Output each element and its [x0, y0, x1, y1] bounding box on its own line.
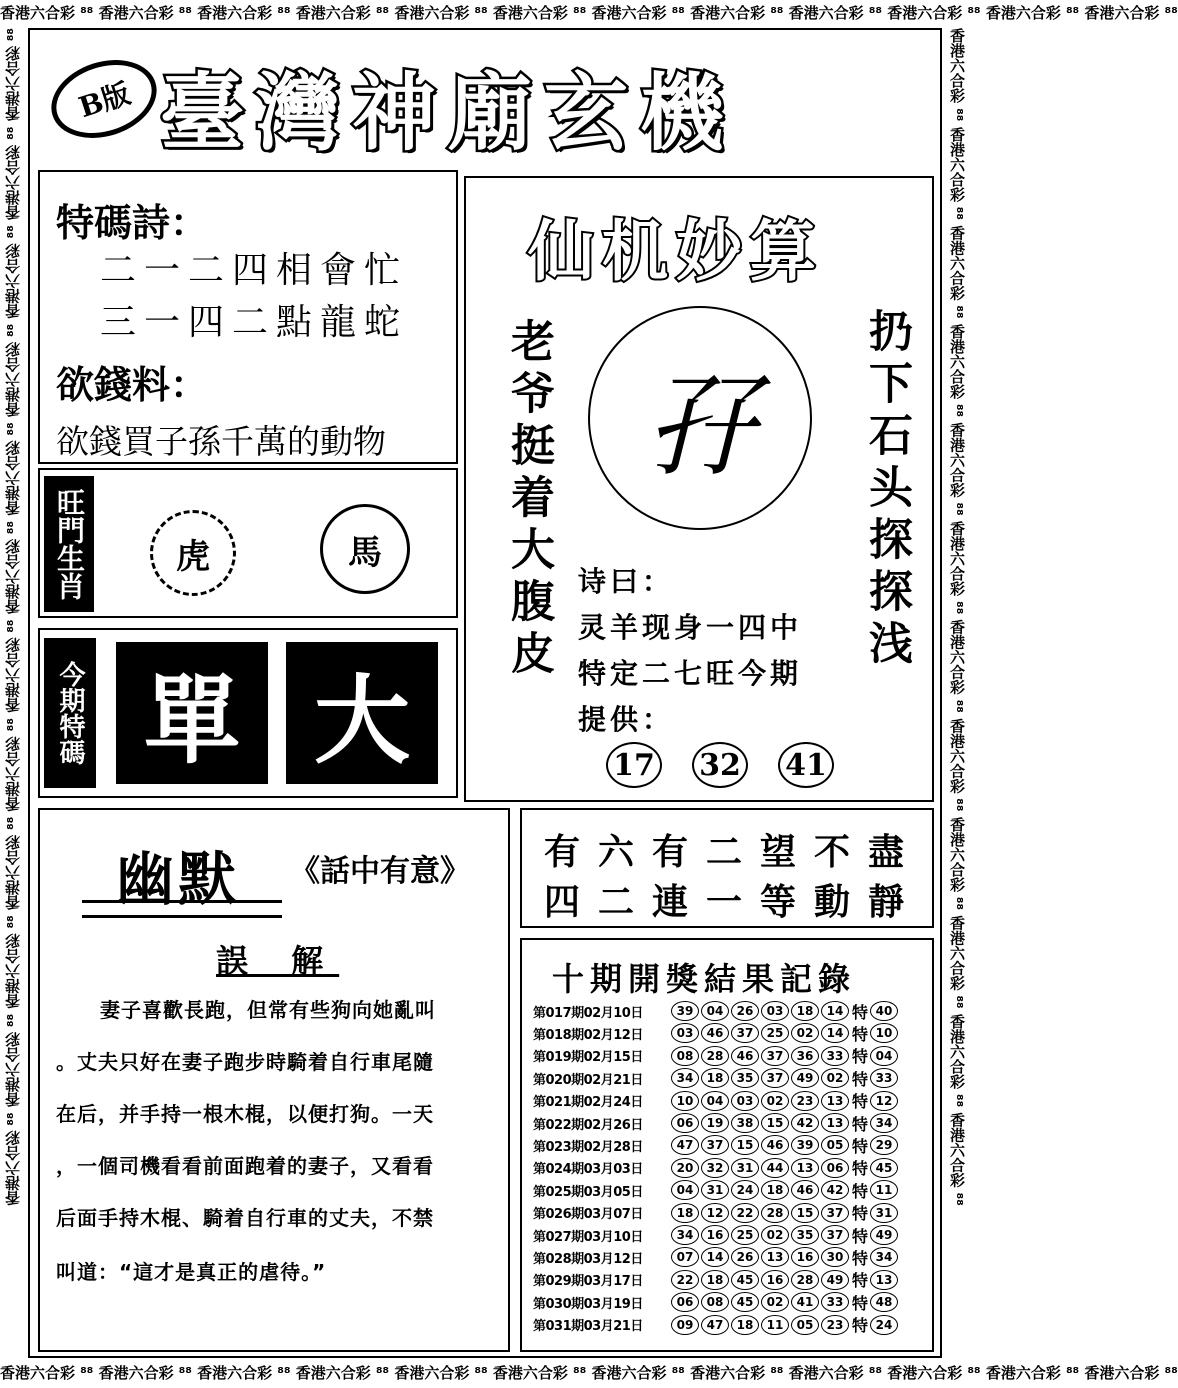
record-number: 42: [791, 1113, 819, 1133]
record-number: 05: [791, 1315, 819, 1335]
record-number: 28: [701, 1046, 729, 1066]
record-number: 15: [791, 1203, 819, 1223]
record-row: [533, 1202, 900, 1224]
record-number: 04: [701, 1001, 729, 1021]
record-special-number: 49: [870, 1225, 898, 1245]
record-row: [533, 1269, 900, 1291]
record-period: 第031期03月21日: [533, 1319, 643, 1335]
border-bottom: [0, 1360, 1178, 1388]
record-number: 02: [821, 1068, 849, 1088]
record-number: 13: [821, 1091, 849, 1111]
title-banner: [40, 42, 930, 160]
record-special-number: 24: [870, 1315, 898, 1335]
special-value-2: 大: [286, 642, 438, 784]
record-number: 25: [731, 1225, 759, 1245]
record-number: 10: [671, 1091, 699, 1111]
record-period: 第021期02月24日: [533, 1095, 643, 1111]
xianji-poem-line-1: 灵羊现身一四中: [578, 611, 803, 644]
record-period: 第018期02月12日: [533, 1027, 643, 1043]
humor-title: 幽默: [116, 845, 241, 913]
record-number: 13: [821, 1113, 849, 1133]
record-number: 18: [701, 1068, 729, 1088]
record-period: 第029期03月17日: [533, 1274, 643, 1290]
record-number: 38: [731, 1113, 759, 1133]
article-line: 后面手持木棍、騎着自行車的丈夫，不禁: [56, 1206, 434, 1230]
record-number: 39: [671, 1001, 699, 1021]
record-number: 37: [731, 1023, 759, 1043]
border-right: [944, 28, 972, 1360]
record-number: 04: [671, 1180, 699, 1200]
article-line: 妻子喜歡長跑，但常有些狗向她亂叫: [100, 998, 436, 1022]
horse-icon: [320, 504, 410, 594]
record-special-label: 特: [852, 1047, 869, 1067]
article-line: 在后，并手持一根木棍，以便打狗。一天: [56, 1102, 434, 1126]
record-special-number: 34: [870, 1247, 898, 1267]
record-number: 46: [791, 1180, 819, 1200]
page-title: 臺灣神廟玄機: [160, 63, 737, 162]
record-number: 33: [821, 1292, 849, 1312]
special-value-1: 單: [116, 642, 268, 784]
border-top: [0, 0, 1178, 28]
xianji-poem-line-2: 特定二七旺今期: [578, 657, 803, 690]
record-number: 03: [731, 1091, 759, 1111]
record-number: 49: [821, 1270, 849, 1290]
proverb-box: [520, 808, 934, 928]
record-period: 第017期02月10日: [533, 1005, 643, 1021]
record-special-number: 48: [870, 1292, 898, 1312]
record-number: 06: [671, 1113, 699, 1133]
record-number: 06: [821, 1158, 849, 1178]
record-special-label: 特: [852, 1316, 869, 1336]
xianji-box: [464, 176, 934, 802]
record-number: 18: [791, 1001, 819, 1021]
record-special-label: 特: [852, 1002, 869, 1022]
record-number: 34: [671, 1225, 699, 1245]
border-text: 香港六合彩 ⁸⁸ 香港六合彩 ⁸⁸ 香港六合彩 ⁸⁸ 香港六合彩 ⁸⁸ 香港六合彩 ⁸⁸ 香港六合彩 ⁸⁸ 香港六合彩 ⁸⁸ 香港六合彩 ⁸⁸ 香港六合彩 ⁸⁸ 香港六合彩 ⁸⁸ 香港六合彩 ⁸⁸ 香港六合彩 ⁸⁸: [0, 4, 1178, 22]
record-row: [533, 1246, 900, 1268]
record-number: 13: [761, 1247, 789, 1267]
humor-subtitle: 《話中有意》: [290, 854, 470, 889]
record-row: [533, 1000, 900, 1022]
record-number: 47: [701, 1315, 729, 1335]
record-special-number: 04: [870, 1046, 898, 1066]
zodiac-animal-2: 馬: [348, 532, 382, 573]
poem-heading: 特碼詩：: [56, 200, 209, 245]
poem-line-2: 三一四二點龍蛇: [100, 302, 409, 343]
record-number: 45: [731, 1292, 759, 1312]
special-code-box: [38, 628, 458, 798]
proverb-line-1: 有六有二望不盡: [544, 831, 923, 873]
record-special-number: 45: [870, 1158, 898, 1178]
signature-text: 孖: [645, 363, 755, 491]
record-special-label: 特: [852, 1092, 869, 1112]
record-number: 16: [761, 1270, 789, 1290]
record-period: 第022期02月26日: [533, 1117, 643, 1133]
record-number: 16: [791, 1247, 819, 1267]
record-number: 05: [821, 1135, 849, 1155]
tiger-icon: [150, 510, 236, 596]
article-line: 。丈夫只好在妻子跑步時騎着自行車尾隨: [56, 1050, 434, 1074]
xianji-title: 仙机妙算: [528, 212, 824, 290]
record-period: 第024期03月03日: [533, 1162, 643, 1178]
number-ball: 17: [606, 742, 662, 788]
xianji-provide-label: 提供：: [578, 703, 675, 736]
record-number: 41: [791, 1292, 819, 1312]
lucky-zodiac-box: [38, 468, 458, 618]
record-number: 23: [791, 1091, 819, 1111]
record-number: 37: [821, 1203, 849, 1223]
record-number: 15: [761, 1113, 789, 1133]
article-line: ，一個司機看看前面跑着的妻子，又看看: [56, 1154, 434, 1178]
record-number: 14: [821, 1001, 849, 1021]
record-row: [533, 1179, 900, 1201]
record-special-label: 特: [852, 1114, 869, 1134]
record-period: 第019期02月15日: [533, 1050, 643, 1066]
proverb-line-2: 四二連一等動靜: [544, 881, 923, 923]
record-number: 18: [701, 1270, 729, 1290]
record-number: 18: [671, 1203, 699, 1223]
poem-box: [38, 170, 458, 464]
record-special-label: 特: [852, 1069, 869, 1089]
record-number: 22: [671, 1270, 699, 1290]
record-number: 44: [761, 1158, 789, 1178]
record-special-number: 33: [870, 1068, 898, 1088]
record-period: 第023期02月28日: [533, 1139, 643, 1155]
poem-line-1: 二一二四相會忙: [100, 250, 409, 291]
record-number: 04: [701, 1091, 729, 1111]
record-number: 07: [671, 1247, 699, 1267]
record-special-label: 特: [852, 1204, 869, 1224]
record-number: 49: [791, 1068, 819, 1088]
record-special-label: 特: [852, 1024, 869, 1044]
signature-circle: [588, 306, 812, 530]
record-number: 14: [701, 1247, 729, 1267]
record-number: 18: [761, 1180, 789, 1200]
record-number: 32: [701, 1158, 729, 1178]
record-row: [533, 1112, 900, 1134]
record-number: 45: [731, 1270, 759, 1290]
record-number: 37: [761, 1046, 789, 1066]
record-number: 46: [731, 1046, 759, 1066]
special-code-label: 今期特碼: [44, 638, 96, 788]
record-number: 46: [761, 1135, 789, 1155]
record-number: 02: [761, 1292, 789, 1312]
record-number: 31: [701, 1180, 729, 1200]
edition-badge: B版: [41, 47, 167, 151]
border-text: 香港六合彩 ⁸⁸ 香港六合彩 ⁸⁸ 香港六合彩 ⁸⁸ 香港六合彩 ⁸⁸ 香港六合彩 ⁸⁸ 香港六合彩 ⁸⁸ 香港六合彩 ⁸⁸ 香港六合彩 ⁸⁸ 香港六合彩 ⁸⁸ 香港六合彩 ⁸⁸ 香港六合彩 ⁸⁸ 香港六合彩 ⁸⁸: [4, 28, 22, 1206]
record-special-number: 31: [870, 1203, 898, 1223]
xianji-poem-heading: 诗曰：: [578, 565, 675, 598]
record-number: 22: [731, 1203, 759, 1223]
record-number: 20: [671, 1158, 699, 1178]
record-number: 36: [791, 1046, 819, 1066]
record-special-number: 29: [870, 1135, 898, 1155]
record-row: [533, 1067, 900, 1089]
record-number: 24: [731, 1180, 759, 1200]
record-number: 14: [821, 1023, 849, 1043]
record-number: 39: [791, 1135, 819, 1155]
record-number: 06: [671, 1292, 699, 1312]
record-special-number: 13: [870, 1270, 898, 1290]
record-number: 25: [761, 1023, 789, 1043]
record-period: 第025期03月05日: [533, 1184, 643, 1200]
number-ball: 41: [778, 742, 834, 788]
record-number: 31: [731, 1158, 759, 1178]
money-text: 欲錢買子孫千萬的動物: [56, 422, 386, 461]
record-number: 35: [791, 1225, 819, 1245]
record-number: 42: [821, 1180, 849, 1200]
record-period: 第020期02月21日: [533, 1072, 643, 1088]
article-title: 誤 解: [216, 942, 340, 980]
records-title: 十期開獎結果記錄: [552, 960, 857, 998]
record-row: [533, 1291, 900, 1313]
record-number: 11: [761, 1315, 789, 1335]
record-row: [533, 1022, 900, 1044]
record-row: [533, 1224, 900, 1246]
record-number: 37: [821, 1225, 849, 1245]
xianji-left-column: 老爷挺着大腹皮: [503, 318, 554, 682]
record-special-number: 12: [870, 1091, 898, 1111]
record-number: 13: [791, 1158, 819, 1178]
record-row: [533, 1045, 900, 1067]
record-special-label: 特: [852, 1181, 869, 1201]
record-special-number: 40: [870, 1001, 898, 1021]
record-special-label: 特: [852, 1293, 869, 1313]
xianji-numbers: [606, 742, 834, 788]
record-special-number: 10: [870, 1023, 898, 1043]
border-left: [0, 28, 28, 1360]
record-number: 23: [821, 1315, 849, 1335]
zodiac-animal-1: 虎: [176, 536, 210, 577]
record-special-label: 特: [852, 1248, 869, 1268]
record-number: 30: [821, 1247, 849, 1267]
record-number: 16: [701, 1225, 729, 1245]
lucky-zodiac-label: 旺門生肖: [44, 476, 94, 612]
record-number: 15: [731, 1135, 759, 1155]
record-row: [533, 1157, 900, 1179]
article-line: 叫道：“這才是真正的虐待。”: [56, 1260, 327, 1284]
record-special-number: 11: [870, 1180, 898, 1200]
record-number: 09: [671, 1315, 699, 1335]
record-number: 35: [731, 1068, 759, 1088]
record-number: 03: [761, 1001, 789, 1021]
record-special-number: 34: [870, 1113, 898, 1133]
record-number: 02: [761, 1225, 789, 1245]
record-number: 28: [761, 1203, 789, 1223]
record-number: 37: [701, 1135, 729, 1155]
record-number: 18: [731, 1315, 759, 1335]
record-number: 46: [701, 1023, 729, 1043]
record-number: 26: [731, 1001, 759, 1021]
record-row: [533, 1314, 900, 1336]
record-number: 34: [671, 1068, 699, 1088]
record-number: 08: [671, 1046, 699, 1066]
record-period: 第028期03月12日: [533, 1251, 643, 1267]
record-number: 12: [701, 1203, 729, 1223]
record-special-label: 特: [852, 1271, 869, 1291]
xianji-right-column: 扔下石头探探浅: [861, 308, 912, 672]
border-text: 香港六合彩 ⁸⁸ 香港六合彩 ⁸⁸ 香港六合彩 ⁸⁸ 香港六合彩 ⁸⁸ 香港六合彩 ⁸⁸ 香港六合彩 ⁸⁸ 香港六合彩 ⁸⁸ 香港六合彩 ⁸⁸ 香港六合彩 ⁸⁸ 香港六合彩 ⁸⁸ 香港六合彩 ⁸⁸ 香港六合彩 ⁸⁸: [0, 1364, 1178, 1382]
record-number: 03: [671, 1023, 699, 1043]
humor-title-underline: [82, 900, 282, 918]
money-heading: 欲錢料：: [56, 362, 209, 407]
record-number: 47: [671, 1135, 699, 1155]
record-number: 19: [701, 1113, 729, 1133]
record-number: 02: [791, 1023, 819, 1043]
record-period: 第026期03月07日: [533, 1207, 643, 1223]
record-row: [533, 1090, 900, 1112]
record-special-label: 特: [852, 1159, 869, 1179]
border-text: 香港六合彩 ⁸⁸ 香港六合彩 ⁸⁸ 香港六合彩 ⁸⁸ 香港六合彩 ⁸⁸ 香港六合彩 ⁸⁸ 香港六合彩 ⁸⁸ 香港六合彩 ⁸⁸ 香港六合彩 ⁸⁸ 香港六合彩 ⁸⁸ 香港六合彩 ⁸⁸ 香港六合彩 ⁸⁸ 香港六合彩 ⁸⁸: [948, 28, 966, 1206]
record-number: 02: [761, 1091, 789, 1111]
record-row: [533, 1134, 900, 1156]
number-ball: 32: [692, 742, 748, 788]
record-number: 26: [731, 1247, 759, 1267]
record-special-label: 特: [852, 1226, 869, 1246]
record-period: 第027期03月10日: [533, 1229, 643, 1245]
record-number: 28: [791, 1270, 819, 1290]
record-number: 08: [701, 1292, 729, 1312]
record-number: 37: [761, 1068, 789, 1088]
record-special-label: 特: [852, 1136, 869, 1156]
record-number: 33: [821, 1046, 849, 1066]
record-period: 第030期03月19日: [533, 1296, 643, 1312]
